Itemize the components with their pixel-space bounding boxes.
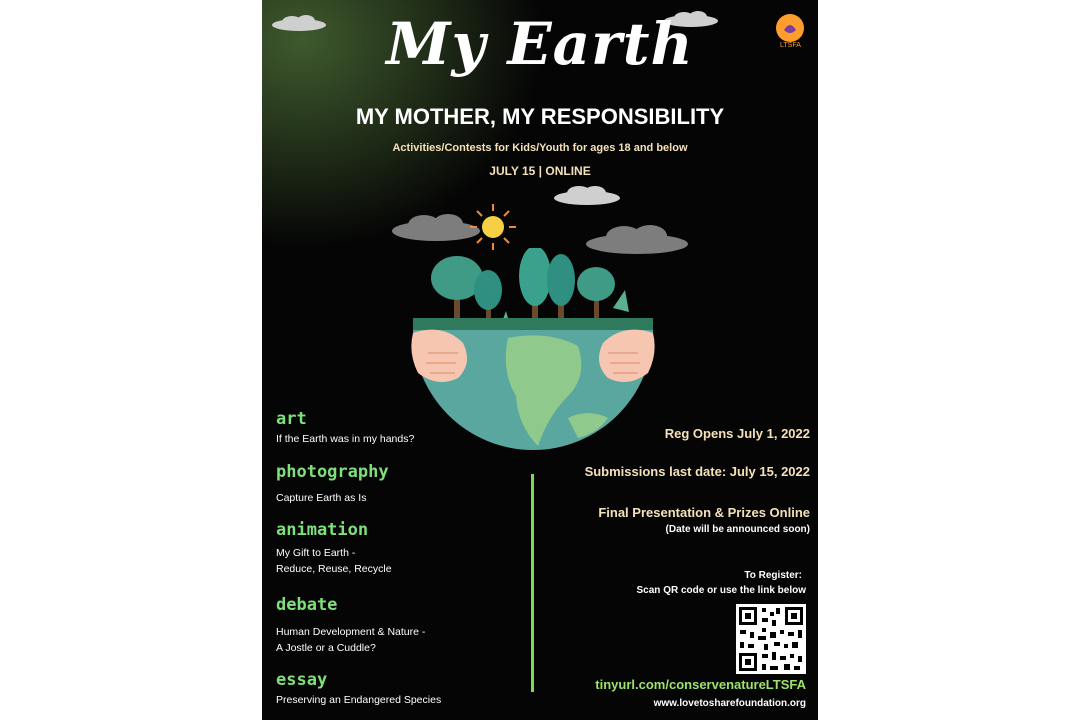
event-poster [262,0,818,720]
qr-code[interactable] [736,604,806,674]
category-photography: photography [276,462,389,482]
category-debate-desc: Human Development & Nature - [276,626,426,638]
final-note-text: (Date will be announced soon) [665,524,810,535]
category-essay: essay [276,670,328,690]
category-animation-desc: Reduce, Reuse, Recycle [276,563,392,575]
poster-date: JULY 15 | ONLINE [489,164,591,178]
submissions-text: Submissions last date: July 15, 2022 [584,464,810,479]
final-presentation-text: Final Presentation & Prizes Online [598,505,810,520]
divider-line [531,474,534,692]
category-essay-desc: Preserving an Endangered Species [276,694,442,706]
poster-title: My Earth [386,10,694,78]
register-hint: Scan QR code or use the link below [636,585,806,596]
category-art-desc: If the Earth was in my hands? [276,433,415,445]
poster-tagline: Activities/Contests for Kids/Youth for ages 18 and below [392,142,688,154]
logo-text: LTSFA [780,42,801,49]
sun-icon [468,202,518,252]
category-art: art [276,409,307,429]
register-label: To Register: [744,570,802,581]
register-link[interactable]: tinyurl.com/conservenatureLTSFA [595,677,806,692]
category-debate: debate [276,595,338,615]
category-photography-desc: Capture Earth as Is [276,492,367,504]
category-animation: animation [276,520,369,540]
website-link[interactable]: www.lovetosharefoundation.org [653,698,806,709]
category-animation-desc: My Gift to Earth - [276,547,356,559]
category-debate-desc: A Jostle or a Cuddle? [276,642,376,654]
reg-opens-text: Reg Opens July 1, 2022 [664,426,810,441]
poster-subtitle: MY MOTHER, MY RESPONSIBILITY [355,104,725,129]
earth-hands-illustration [408,248,658,454]
cloud-icon [552,184,622,206]
